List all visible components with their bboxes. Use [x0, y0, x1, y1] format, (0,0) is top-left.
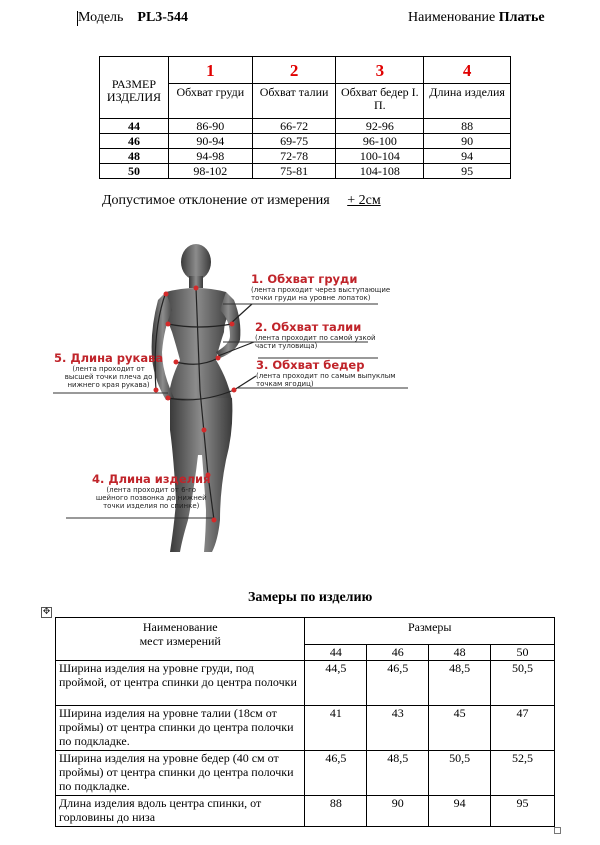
model-label: Модель [78, 10, 124, 25]
table-cell: 48,5 [429, 661, 491, 706]
table-resize-handle[interactable] [554, 827, 561, 834]
table-cell: 86-90 [168, 119, 252, 134]
table-cell: 44,5 [305, 661, 367, 706]
table-cell: 94 [424, 149, 511, 164]
table-cell: 92-96 [336, 119, 424, 134]
label-length-title: 4. Длина изделия [92, 472, 211, 486]
table-cell: 50,5 [429, 751, 491, 796]
header-name-line-1: Наименование [142, 620, 218, 634]
header-name-line-2: мест измерений [139, 634, 221, 648]
label-chest [251, 272, 390, 302]
product-name-value: Платье [498, 10, 545, 25]
table-cell: 88 [424, 119, 511, 134]
label-length-note-2: шейного позвонка до нижней [95, 494, 207, 502]
column-label-chest: Обхват груди [168, 84, 252, 119]
model-line [78, 10, 188, 26]
row-size: 50 [100, 164, 169, 179]
row-size: 48 [100, 149, 169, 164]
size-corner-text: РАЗМЕР ИЗДЕЛИЯ [106, 76, 162, 104]
measurement-figure [48, 240, 448, 560]
row-size: 44 [100, 119, 169, 134]
column-label-hips: Обхват бедер I. П. [336, 84, 424, 119]
table-row [100, 119, 511, 134]
table-row [56, 751, 555, 796]
measure-name: Ширина изделия на уровне груди, под проймой, от центра спинки до центра полочки [56, 661, 305, 706]
label-sleeve-title: 5. Длина рукава [54, 351, 164, 365]
measure-name: Ширина изделия на уровне талии (18см от проймы) от центра спинки до центра полочки по подкладке. [56, 706, 305, 751]
label-waist-note-1: (лента проходит по самой узкой [255, 334, 376, 342]
table-row [56, 661, 555, 706]
table-cell: 96-100 [336, 134, 424, 149]
label-waist [255, 320, 376, 350]
row-size: 46 [100, 134, 169, 149]
table-cell: 95 [424, 164, 511, 179]
table-row [100, 164, 511, 179]
label-hips-note-2: точкам ягодиц) [256, 380, 314, 388]
size-header: 48 [429, 645, 491, 661]
table-cell: 66-72 [252, 119, 336, 134]
table-move-handle-icon[interactable]: ✥ [42, 607, 51, 617]
size-header: 50 [491, 645, 555, 661]
measure-name: Длина изделия вдоль центра спинки, от горловины до низа [56, 796, 305, 827]
column-label-length: Длина изделия [424, 84, 511, 119]
table-row [100, 134, 511, 149]
label-length [92, 472, 211, 510]
table-cell: 72-78 [252, 149, 336, 164]
table-row [56, 796, 555, 827]
table-cell: 95 [491, 796, 555, 827]
table-cell: 90-94 [168, 134, 252, 149]
table-cell: 98-102 [168, 164, 252, 179]
label-length-note-1: (лента проходит от 6-го [106, 486, 197, 494]
size-chart-table [99, 56, 511, 179]
label-sleeve-note-2: высшей точки плеча до [64, 373, 153, 381]
header-sizes: Размеры [305, 618, 555, 645]
label-waist-note-2: части туловища) [255, 342, 318, 350]
table-cell: 90 [424, 134, 511, 149]
measure-name: Ширина изделия на уровне бедер (40 см от проймы) от центра спинки до центра полочки по подкладке. [56, 751, 305, 796]
table-cell: 45 [429, 706, 491, 751]
label-chest-note-1: (лента проходит через выступающие [251, 286, 391, 294]
table-cell: 41 [305, 706, 367, 751]
label-chest-title: 1. Обхват груди [251, 272, 358, 286]
label-hips-note-1: (лента проходит по самым выпуклым [256, 372, 396, 380]
column-number-4: 4 [424, 57, 511, 84]
label-chest-note-2: точки груди на уровне лопаток) [251, 294, 371, 302]
table-cell: 43 [367, 706, 429, 751]
table-row [56, 706, 555, 751]
table-cell: 47 [491, 706, 555, 751]
measurements-title: Замеры по изделию [248, 590, 373, 605]
size-header: 44 [305, 645, 367, 661]
table-cell: 46,5 [305, 751, 367, 796]
table-cell: 50,5 [491, 661, 555, 706]
table-cell: 104-108 [336, 164, 424, 179]
column-number-2: 2 [252, 57, 336, 84]
header-measure-name [56, 618, 305, 661]
table-cell: 46,5 [367, 661, 429, 706]
size-header: 46 [367, 645, 429, 661]
table-cell: 94 [429, 796, 491, 827]
column-number-3: 3 [336, 57, 424, 84]
table-cell: 75-81 [252, 164, 336, 179]
garment-measurements-table [55, 617, 555, 827]
table-cell: 52,5 [491, 751, 555, 796]
tolerance-text: Допустимое отклонение от измерения [102, 193, 330, 208]
label-sleeve [54, 351, 163, 389]
table-cell: 100-104 [336, 149, 424, 164]
label-length-note-3: точки изделия по спинке) [103, 502, 200, 510]
table-cell: 69-75 [252, 134, 336, 149]
size-corner-label [100, 57, 169, 119]
model-value: PL3-544 [137, 10, 188, 25]
tolerance-value: + 2см [347, 193, 381, 208]
product-name-label: Наименование [408, 10, 496, 25]
label-waist-title: 2. Обхват талии [255, 320, 362, 334]
label-hips [256, 358, 396, 388]
product-name-line [408, 10, 545, 26]
column-number-1: 1 [168, 57, 252, 84]
label-hips-title: 3. Обхват бедер [256, 358, 365, 372]
label-sleeve-note-1: (лента проходит от [72, 365, 145, 373]
table-cell: 94-98 [168, 149, 252, 164]
table-cell: 90 [367, 796, 429, 827]
table-cell: 88 [305, 796, 367, 827]
table-cell: 48,5 [367, 751, 429, 796]
label-sleeve-note-3: нижнего края рукава) [67, 381, 150, 389]
column-label-waist: Обхват талии [252, 84, 336, 119]
tolerance-note [102, 193, 381, 209]
table-row [100, 149, 511, 164]
